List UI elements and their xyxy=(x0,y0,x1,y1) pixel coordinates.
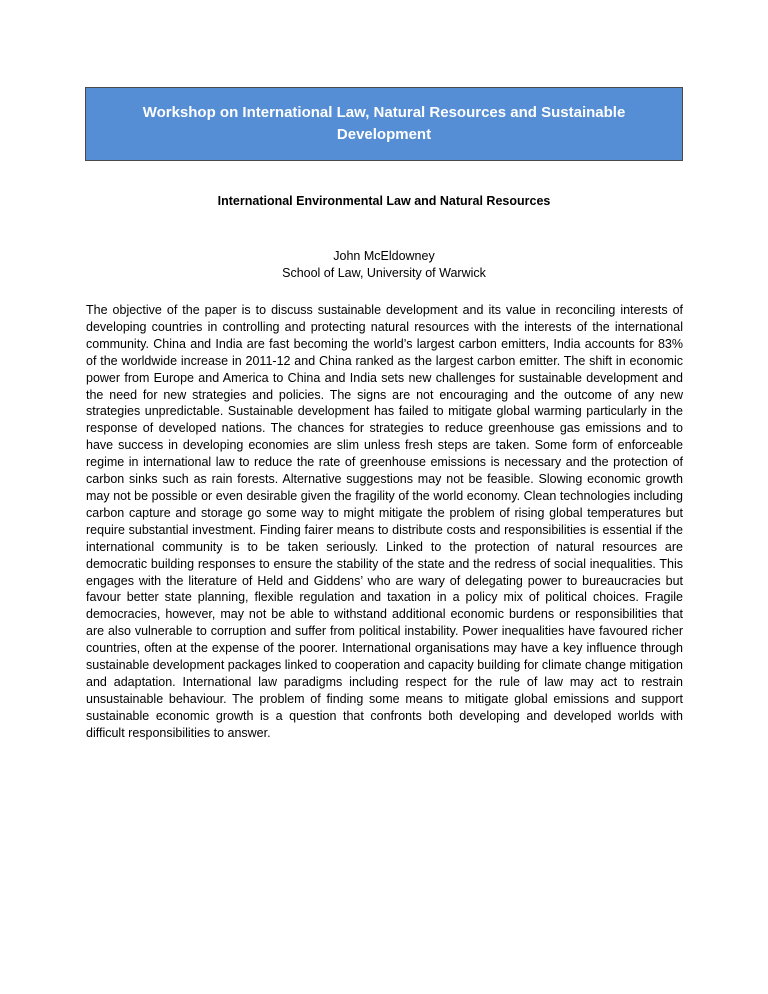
author-name: John McEldowney xyxy=(333,249,435,263)
title-banner xyxy=(85,87,683,161)
abstract-paragraph: The objective of the paper is to discuss sustainable development and its value in reconciling interests of developing countries in controlling and protecting natural resources with the interests of the international community. China and India are fast becoming the world’s largest carbon emitters, India accounts for 83% of the worldwide increase in 2011-12 and China ranked as the largest carbon emitter. The shift in economic power from Europe and America to China and India sets new challenges for sustainable development and the need for new strategies and policies. The signs are not encouraging and the outcome of any new strategies unpredictable. Sustainable development has failed to mitigate global warming particularly in the response of developed nations. The chances for strategies to reduce greenhouse gas emissions and to have success in developing economies are slim unless fresh steps are taken. Some form of enforceable regime in international law to reduce the rate of greenhouse emissions is necessary and the protection of carbon sinks such as rain forests. Alternative suggestions may not be feasible. Slowing economic growth may not be possible or even desirable given the fragility of the world economy. Clean technologies including carbon capture and storage go some way to might mitigate the problem of rising global temperatures but require substantial investment. Finding fairer means to distribute costs and responsibilities is essential if the international community is to be taken seriously. Linked to the protection of natural resources are democratic building responses to ensure the stability of the state and the redress of social inequalities. This engages with the literature of Held and Giddens’ who are wary of delegating power to bureaucracies but favour better state planning, flexible regulation and taxation in a policy mix of political choices. Fragile democracies, however, may not be able to withstand additional economic burdens or responsibilities that are also vulnerable to corruption and suffer from political instability. Power inequalities have favoured richer countries, often at the expense of the poorer. International organisations may have a key influence through sustainable development packages linked to cooperation and capacity building for climate change mitigation and adaptation. International law paradigms including respect for the rule of law may act to restrain unsustainable behaviour. The problem of finding some means to mitigate global emissions and support sustainable economic growth is a question that confronts both developing and developed worlds with difficult responsibilities to answer. xyxy=(86,303,683,740)
author-affiliation: School of Law, University of Warwick xyxy=(282,266,486,280)
workshop-title: Workshop on International Law, Natural Resources and Sustainable Development xyxy=(142,104,626,143)
paper-title: International Environmental Law and Natural Resources xyxy=(217,194,551,208)
author-block xyxy=(0,248,768,282)
